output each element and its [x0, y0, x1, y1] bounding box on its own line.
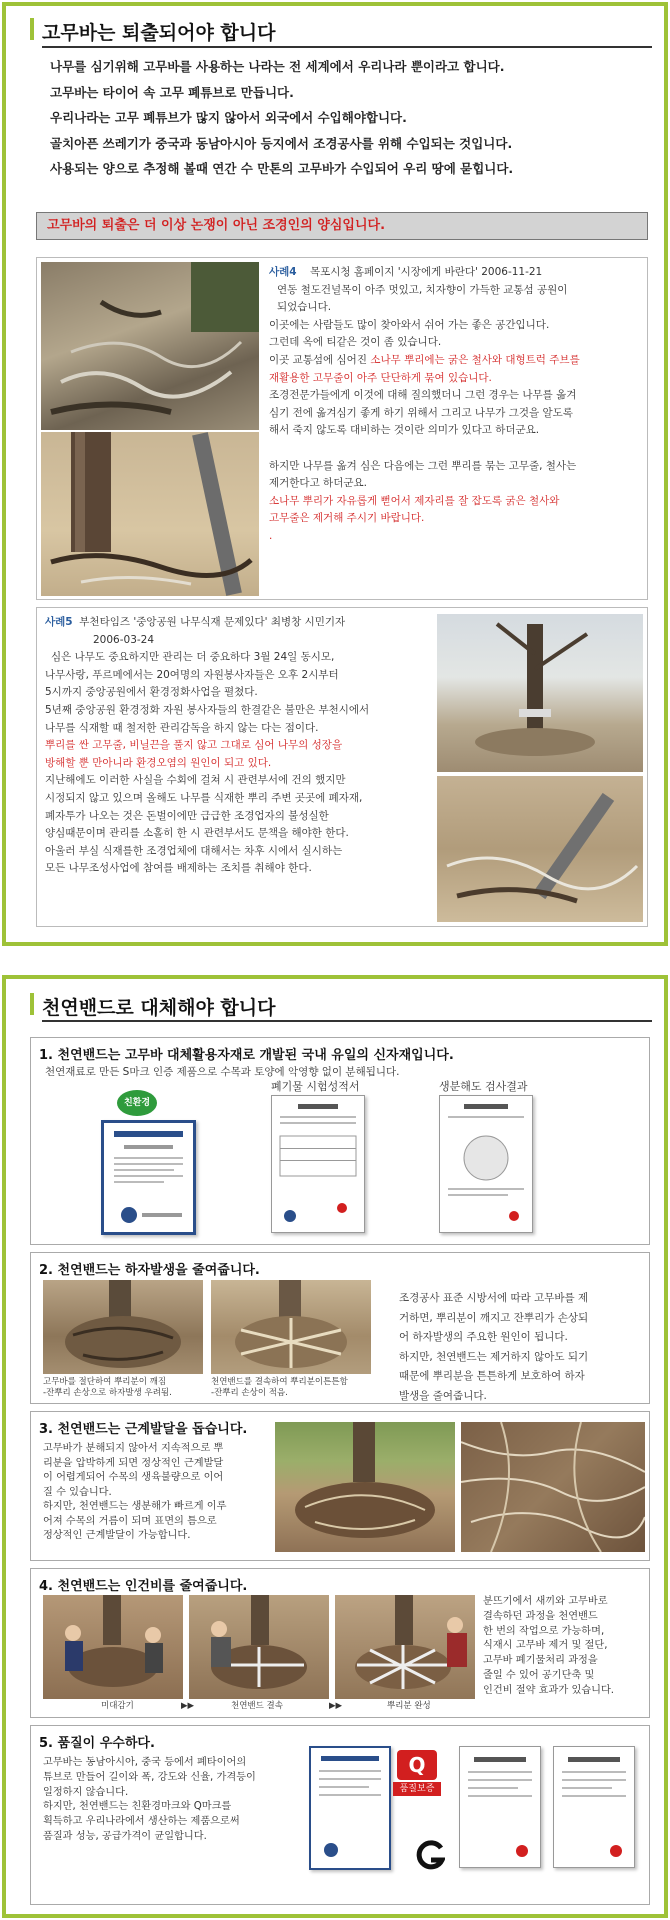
waste-test-label: 폐기물 시험성적서: [271, 1080, 360, 1093]
case4-line: 하지만 나무를 옮겨 심은 다음에는 그런 뿌리를 묶는 고무줄, 철사는: [269, 459, 577, 472]
item4-title: 4. 천연밴드는 인건비를 줄여줍니다.: [39, 1579, 248, 1594]
patent-certificate-2: [553, 1746, 635, 1868]
intro-line: 고무바는 타이어 속 고무 폐튜브로 만듭니다.: [50, 84, 294, 100]
item4-line: 인건비 절약 효과가 있습니다.: [483, 1684, 615, 1696]
case5-line: 나무를 식재할 때 철저한 관리감독을 하지 않는 다는 점이다.: [45, 721, 319, 734]
section2-title: 천연밴드로 대체해야 합니다: [42, 997, 276, 1019]
item3-photo-roots: [461, 1422, 645, 1552]
case5-line-red: 뿌리를 싼 고무줄, 비닐끈을 풀지 않고 그대로 심어 나무의 성장을: [45, 739, 343, 752]
case4-line: 그런데 옥에 티같은 것이 좀 있습니다.: [269, 336, 442, 349]
case4-dot: .: [269, 529, 273, 542]
case5-photo-dig: [437, 776, 643, 922]
item2-photo-natural: [211, 1280, 371, 1374]
title-marker: [30, 993, 34, 1015]
item3-line: 이 어렵게되어 수목의 생육불량으로 이어: [43, 1472, 224, 1483]
item2-line: 조경공사 표준 시방서에 따라 고무바를 제: [399, 1292, 589, 1304]
item3-line: 리분을 압박하게 되면 정상적인 근계발달: [43, 1457, 224, 1469]
item5-line: 하지만, 천연밴드는 친환경마크와 Q마크를: [43, 1801, 232, 1813]
step-arrow: ▶▶: [181, 1701, 195, 1711]
conscience-banner: 고무바의 퇴출은 더 이상 논쟁이 아닌 조경인의 양심입니다.: [36, 212, 648, 240]
intro-line: 나무를 심기위해 고무바를 사용하는 나라는 전 세계에서 우리나라 뿐이라고 합니다.: [50, 59, 505, 74]
item4-photo-2: [189, 1595, 329, 1699]
item2-box: [30, 1252, 650, 1404]
item5-box: [30, 1725, 650, 1905]
case5-box: [36, 607, 648, 927]
item3-box: [30, 1411, 650, 1561]
case4-line-mixed: [269, 352, 645, 370]
item2-line: 거하면, 뿌리분이 깨지고 잔뿌리가 손상되: [399, 1311, 589, 1324]
step-caption-3: 뿌리분 완성: [387, 1701, 431, 1711]
step-caption-1: 미대감기: [101, 1701, 134, 1711]
item4-line: 고무바 폐기물처리 과정을: [483, 1655, 598, 1667]
item1-title: 1. 천연밴드는 고무바 대체활용자재로 개발된 국내 유일의 신자재입니다.: [39, 1048, 454, 1063]
item5-line: 품질과 성능, 공급가격이 균일합니다.: [43, 1830, 207, 1842]
case5-date: 2006-03-24: [93, 633, 155, 646]
case4-line: 되었습니다.: [277, 301, 332, 314]
case4-line-blank: [269, 440, 645, 458]
case4-line: 해서 죽지 않도록 대비하는 것이란 의미가 있다고 하더군요.: [269, 424, 540, 437]
case4-line-red: 재활용한 고무줄이 아주 단단하게 묶여 있습니다.: [269, 371, 492, 384]
case5-line: 양심때문이며 관리를 소홀히 한 시 관련부서도 문책을 해야한 한다.: [45, 827, 349, 840]
item3-title: 3. 천연밴드는 근계발달을 돕습니다.: [39, 1422, 248, 1437]
case4-line-red-part: 소나무 뿌리에는 굵은 철사와 대형트럭 주브를: [370, 353, 580, 366]
case5-line-red: 방해할 뿐 만아니라 환경오염의 원인이 되고 있다.: [45, 756, 272, 769]
item5-line: 일정하지 않습니다.: [43, 1786, 129, 1798]
quality-certificate: [309, 1746, 391, 1870]
case5-line: 폐자투가 나오는 것은 돈벌이에만 급급한 조경업자의 불성실한: [45, 809, 329, 822]
item2-photo-rubber: [43, 1280, 203, 1374]
item4-line: 결속하던 과정을 천연밴드: [483, 1610, 598, 1622]
case5-text: [45, 614, 435, 878]
item4-line: 식재시 고무바 제거 및 절단,: [483, 1640, 608, 1652]
item3-line: 어져 수목의 거름이 되며 표면의 틈으로: [43, 1515, 217, 1527]
caption-line: -잔뿌리 손상으로 하자발생 우려됨.: [43, 1388, 172, 1398]
item3-line: 하지만, 천연밴드는 생분해가 빠르게 이루: [43, 1501, 227, 1512]
item3-line: 정상적인 근계발달이 가능합니다.: [43, 1530, 191, 1541]
item5-title: 5. 품질이 우수하다.: [39, 1736, 155, 1751]
item4-line: 한 번의 작업으로 가능하며,: [483, 1625, 605, 1637]
caption-line: 천연밴드를 결속하여 뿌리분이튼튼함: [211, 1377, 348, 1387]
caption-line: -잔뿌리 손상이 적음.: [211, 1388, 288, 1398]
item4-photo-1: [43, 1595, 183, 1699]
step-caption-2: 천연밴드 결속: [231, 1701, 283, 1711]
case5-line: 5시까지 중앙공원에서 환경정화사업을 펼쳤다.: [45, 686, 258, 699]
item5-text: [43, 1756, 256, 1845]
item4-box: [30, 1568, 650, 1718]
case4-line: 심기 전에 옮겨심기 좋게 하기 위해서 그리고 나무가 그것을 알도록: [269, 406, 573, 419]
case4-text: [269, 264, 645, 546]
item1-box: [30, 1037, 650, 1245]
item3-line: 질 수 있습니다.: [43, 1486, 112, 1498]
s-mark-certificate: [101, 1120, 196, 1235]
rubber-band-removal-panel: [2, 2, 668, 946]
intro-line: 골치아픈 쓰레기가 중국과 동남아시아 등지에서 조경공사를 위해 수입되는 것입니다.: [50, 135, 513, 151]
case4-line-red: 소나무 뿌리가 자유롭게 뻗어서 제자리를 잘 잡도록 굵은 철사와: [269, 494, 560, 507]
item4-line: 분뜨기에서 새끼와 고무바로: [483, 1596, 608, 1607]
item1-subtitle-line: 천연재료로 만든 S마크 인증 제품으로 수목과 토양에 악영향 없이 분해됩니다.: [45, 1066, 400, 1078]
item5-line: 튜브로 만들어 길이와 폭, 강도와 신율, 가격등이: [43, 1771, 256, 1783]
case5-line: 시정되지 않고 있으며 올해도 나무를 식재한 뿌리 주변 곳곳에 폐자재,: [45, 791, 363, 804]
patent-certificate-1: [459, 1746, 541, 1868]
case5-line: 지난해에도 이러한 사실을 수회에 걸쳐 시 관련부서에 건의 했지만: [45, 774, 346, 787]
item3-line: 고무바가 분해되지 않아서 지속적으로 뿌: [43, 1443, 224, 1454]
title-rule: [42, 46, 652, 48]
item4-photo-3: [335, 1595, 475, 1699]
item5-line: 획득하고 우리나라에서 생산하는 제품으로써: [43, 1816, 240, 1828]
biodegradation-label: 생분해도 검사결과: [439, 1080, 528, 1093]
item3-photo-rootball: [275, 1422, 455, 1552]
case4-source: 목포시청 홈페이지 '시장에게 바란다' 2006-11-21: [309, 266, 543, 278]
case4-line-red: 고무줄은 제거해 주시기 바랍니다.: [269, 512, 425, 525]
case4-line-part: 이곳 교통섬에 심어진: [269, 353, 371, 366]
section1-title: 고무바는 퇴출되어야 합니다: [42, 22, 276, 44]
item2-line: 발생을 줄여줍니다.: [399, 1389, 487, 1402]
biodegradation-document: [439, 1095, 533, 1233]
item2-title: 2. 천연밴드는 하자발생을 줄여줍니다.: [39, 1263, 260, 1278]
case5-source: 부천타임즈 '중앙공원 나무식재 문제있다' 최병창 시민기자: [79, 616, 346, 628]
item2-caption-left: [43, 1377, 172, 1399]
case4-line: 연동 철도건널목이 아주 멋있고, 치자향이 가득한 교통섬 공원이: [277, 283, 568, 296]
case4-photo-roots: [41, 262, 259, 430]
item2-text: [399, 1289, 588, 1406]
case5-line: 5년째 중앙공원 환경정화 자원 봉사자들의 한결같은 불만은 부천시에서: [45, 703, 370, 716]
item2-line: 때문에 뿌리분을 튼튼하게 보호하여 하자: [399, 1370, 585, 1382]
q-mark-icon: Q: [397, 1750, 437, 1780]
case5-line: 모든 나무조성사업에 참여를 배제하는 조치를 취해야 한다.: [45, 862, 312, 875]
intro-line: 우리나라는 고무 폐튜브가 많지 않아서 외국에서 수입해야합니다.: [50, 110, 407, 125]
case4-photo-trunk: [41, 432, 259, 596]
intro-line: 사용되는 양으로 추정해 볼때 연간 수 만톤의 고무바가 수입되어 우리 땅에 묻힙니다.: [50, 161, 514, 176]
title-marker: [30, 18, 34, 40]
item2-caption-right: [211, 1377, 348, 1399]
case4-line: 이곳에는 사람들도 많이 찾아와서 쉬어 가는 좋은 공간입니다.: [269, 318, 550, 331]
item2-line: 어 하자발생의 주요한 원인이 됩니다.: [399, 1331, 568, 1343]
title-rule: [42, 1020, 652, 1022]
caption-line: 고무바를 절단하여 뿌리분이 깨짐: [43, 1377, 167, 1387]
case5-line: 나무사랑, 푸르메에서는 20여명의 자원봉사자들은 오후 2시부터: [45, 668, 339, 681]
case5-photo-tree: [437, 614, 643, 772]
item2-line: 하지만, 천연밴드는 제거하지 않아도 되기: [399, 1350, 589, 1363]
item4-line: 줄일 수 있어 공기단축 및: [483, 1669, 595, 1681]
intro-text: [50, 54, 513, 182]
item3-text: [43, 1442, 227, 1544]
case4-line: 조경전문가들에게 이것에 대해 질의했더니 그런 경우는 나무를 옮겨: [269, 389, 577, 402]
natural-band-panel: [2, 975, 668, 1918]
item5-line: 고무바는 동남아시아, 중국 등에서 폐타이어의: [43, 1757, 247, 1768]
step-arrow: ▶▶: [329, 1701, 343, 1711]
g-logo-icon: [415, 1840, 445, 1870]
case5-label: 사례5: [45, 616, 73, 628]
q-mark-label: 품질보증: [393, 1782, 441, 1796]
case5-line: 아울러 부실 식재를한 조경업체에 대해서는 차후 시에서 실시하는: [45, 844, 343, 857]
case4-line: 제거한다고 하더군요.: [269, 477, 367, 490]
eco-badge: 친환경: [117, 1090, 157, 1116]
case4-label: 사례4: [269, 266, 297, 278]
case5-line: 심은 나무도 중요하지만 관리는 더 중요하다 3월 24일 동시모,: [51, 651, 335, 664]
case4-box: [36, 257, 648, 600]
item4-text: [483, 1595, 614, 1699]
waste-test-document: [271, 1095, 365, 1233]
